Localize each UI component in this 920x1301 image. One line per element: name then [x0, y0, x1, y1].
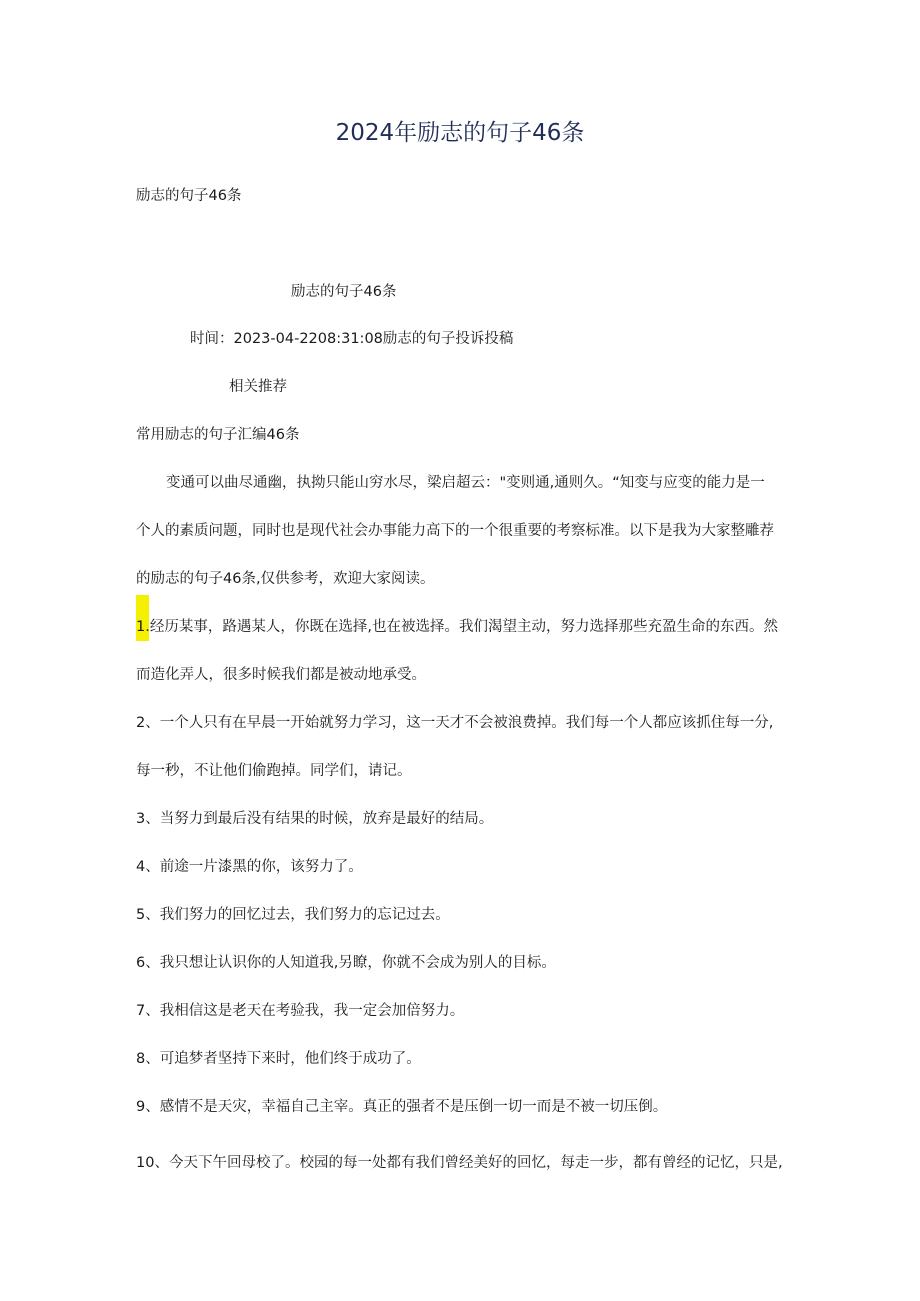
intro-line: 的励志的句子46条,仅供参考，欢迎大家阅读。 — [136, 571, 435, 587]
list-item: 2、一个人只有在早晨一开始就努力学习，这一天才不会被浪费掉。我们每一个人都应该抓住每一分, — [136, 715, 774, 731]
list-item: 4、前途一片漆黑的你，该努力了。 — [136, 859, 363, 875]
list-item: 5、我们努力的回忆过去，我们努力的忘记过去。 — [136, 907, 450, 923]
list-item: 9、感情不是天灾，幸福自己主宰。真正的强者不是压倒一切一而是不被一切压倒。 — [136, 1099, 668, 1115]
list-item: 6、我只想让认识你的人知道我,另瞭，你就不会成为别人的目标。 — [136, 955, 556, 971]
list-item: 7、我相信这是老天在考验我，我一定会加倍努力。 — [136, 1003, 465, 1019]
intro-line: 变通可以曲尽通幽，执拗只能山穷水尽，梁启超云："变则通,通则久。“知变与应变的能力是一 — [166, 475, 765, 491]
document-subtitle: 励志的句子46条 — [136, 188, 242, 204]
meta-line: 时间：2023-04-2208:31:08励志的句子投诉投稿 — [190, 331, 514, 347]
related-label: 相关推荐 — [229, 379, 287, 395]
intro-line: 个人的素质问题，同时也是现代社会办事能力高下的一个很重要的考察标准。以下是我为大家整雕荐 — [136, 523, 774, 539]
document-title: 2024年励志的句子46条 — [335, 120, 585, 146]
list-item: 每一秒，不让他们偷跑掉。同学们，请记。 — [136, 763, 412, 779]
section-heading: 常用励志的句子汇编46条 — [136, 427, 300, 443]
list-item: 10、今天下午回母校了。校园的每一处都有我们曾经美好的回忆，每走一步，都有曾经的记忆，只是, — [136, 1155, 783, 1171]
list-item: 8、可追梦者坚持下来时，他们终于成功了。 — [136, 1051, 421, 1067]
inner-title: 励志的句子46条 — [291, 284, 397, 300]
list-item: 3、当努力到最后没有结果的时候，放弃是最好的结局。 — [136, 811, 494, 827]
list-item: 而造化弄人，很多时候我们都是被动地承受。 — [136, 667, 426, 683]
list-item: 1.经历某事，路遇某人，你既在选择,也在被选择。我们渴望主动，努力选择那些充盈生命的东西。然 — [136, 619, 778, 635]
